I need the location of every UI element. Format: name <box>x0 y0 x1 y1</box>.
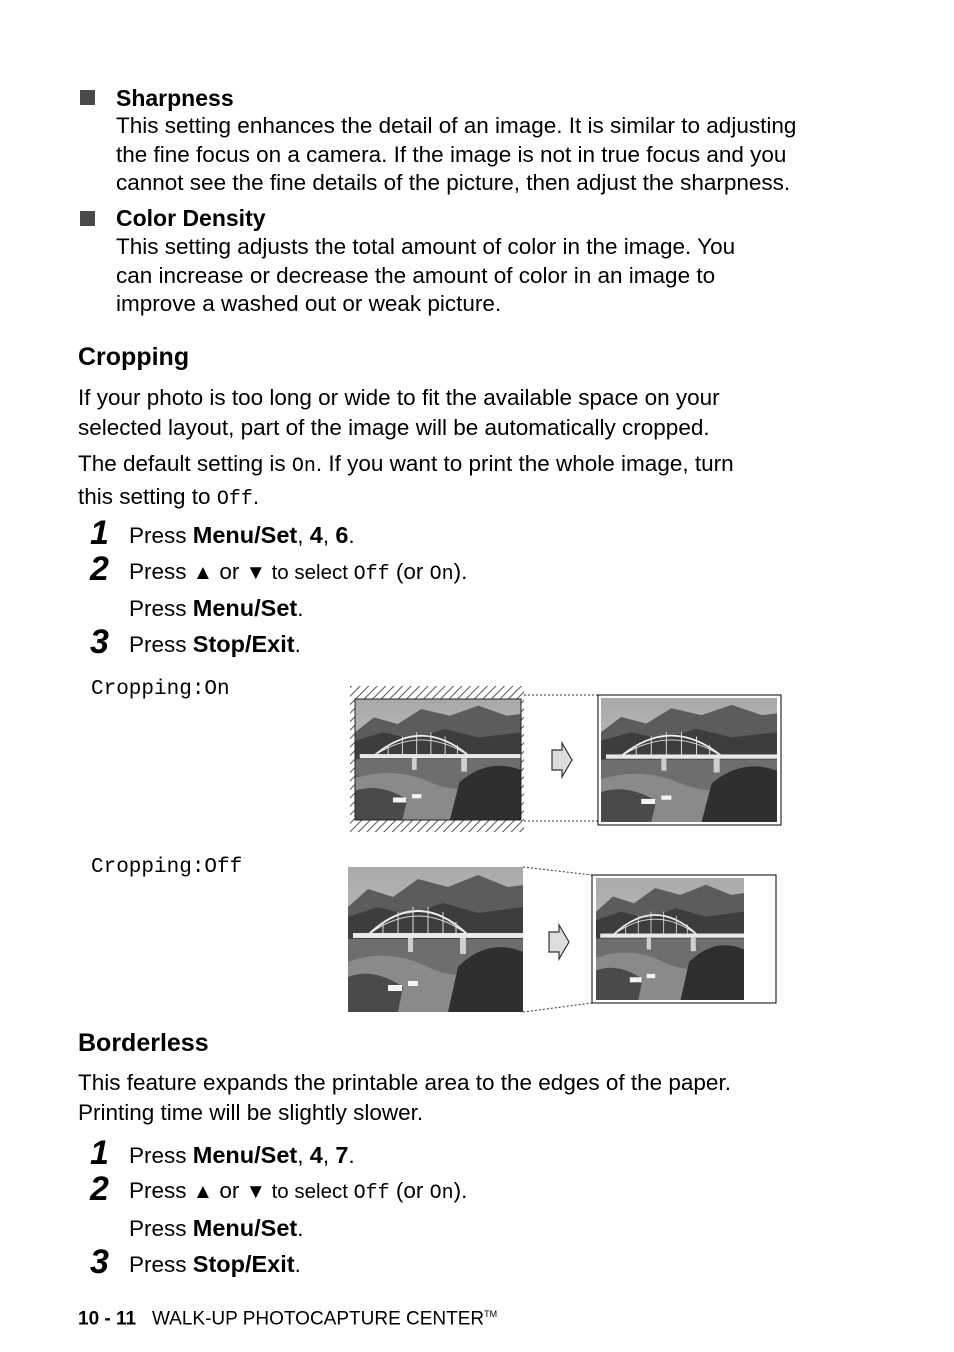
bullet-square <box>80 90 95 105</box>
sharpness-heading: Sharpness <box>116 85 234 111</box>
step-number: 1 <box>90 514 109 552</box>
color-density-text: This setting adjusts the total amount of color in the image. You can increase or decrease the amount of color in an image to improve a washed out or weak picture. <box>116 234 736 316</box>
cropping-step-3: Press Stop/Exit. <box>129 631 301 657</box>
cropping-step-2: Press ▲ or ▼ to select Off (or On). <box>129 559 468 586</box>
borderless-step-2: Press ▲ or ▼ to select Off (or On). <box>129 1178 468 1205</box>
lcd-cropping-off: Cropping:Off <box>91 856 243 879</box>
borderless-step-1: Press Menu/Set, 4, 7. <box>129 1142 355 1168</box>
cropping-on-illustration <box>340 680 790 840</box>
trademark: TM <box>484 1309 498 1319</box>
down-arrow-icon: ▼ <box>245 1180 266 1203</box>
step-number: 2 <box>90 550 109 588</box>
borderless-step-2b: Press Menu/Set. <box>129 1215 304 1241</box>
up-arrow-icon: ▲ <box>192 1180 214 1203</box>
cropping-intro: If your photo is too long or wide to fit the available space on your selected layout, part of the image will be automatically cropped. <box>78 385 720 440</box>
step-number: 2 <box>90 1170 109 1208</box>
step-number: 3 <box>90 623 109 661</box>
cropping-default-text: The default setting is On. If you want to print the whole image, turn this setting to Off. <box>78 451 734 511</box>
chapter-title: WALK-UP PHOTOCAPTURE CENTER <box>151 1308 485 1330</box>
lcd-cropping-on: Cropping:On <box>91 678 230 701</box>
cropping-heading: Cropping <box>78 343 190 371</box>
borderless-heading: Borderless <box>78 1029 209 1057</box>
sharpness-text: This setting enhances the detail of an image. It is similar to adjusting the fine focus on a camera. If the image is not in true focus and you cannot see the fine details of the picture, then adjust the sharpness. <box>116 113 797 195</box>
page-number: 10 - 11 <box>78 1308 137 1330</box>
down-arrow-icon: ▼ <box>245 561 266 584</box>
borderless-step-3: Press Stop/Exit. <box>129 1251 301 1277</box>
step-number: 3 <box>90 1243 109 1281</box>
cropping-off-illustration <box>340 862 790 1017</box>
borderless-intro: This feature expands the printable area to the edges of the paper. Printing time will be slightly slower. <box>78 1070 731 1125</box>
color-density-heading: Color Density <box>116 205 266 231</box>
cropping-step-2b: Press Menu/Set. <box>129 595 304 621</box>
step-number: 1 <box>90 1134 109 1172</box>
cropping-step-1: Press Menu/Set, 4, 6. <box>129 522 355 548</box>
bullet-square <box>80 211 95 226</box>
up-arrow-icon: ▲ <box>192 561 214 584</box>
page-footer <box>78 1302 497 1331</box>
